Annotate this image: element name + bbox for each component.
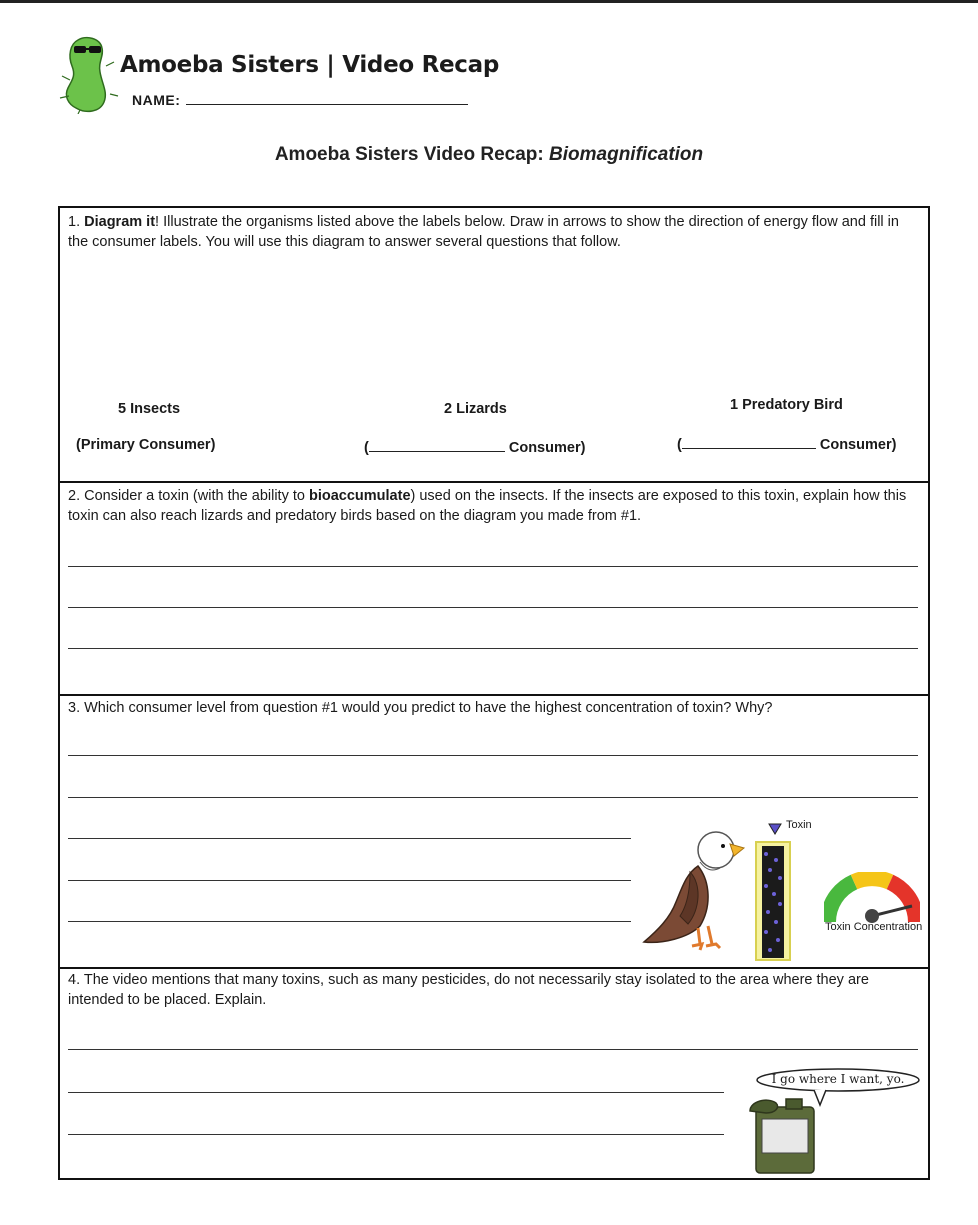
question-2-section xyxy=(60,483,928,696)
consumer-label-bird-close: Consumer) xyxy=(819,437,897,453)
question-2-bold-term: bioaccumulate xyxy=(308,488,411,504)
consumer-label-bird-open: ( xyxy=(677,437,682,453)
organism-label-insects: 5 Insects xyxy=(118,401,181,417)
toxin-gauge-icon xyxy=(824,872,920,928)
consumer-label-primary: (Primary Consumer) xyxy=(76,437,216,453)
answer-line[interactable] xyxy=(68,921,631,922)
question-1-section xyxy=(60,208,928,483)
organism-label-lizards: 2 Lizards xyxy=(444,401,507,417)
answer-line[interactable] xyxy=(68,755,918,756)
answer-line[interactable] xyxy=(68,838,631,839)
consumer-blank-lizards[interactable] xyxy=(369,437,505,452)
eagle-illustration xyxy=(640,826,750,956)
organism-label-bird: 1 Predatory Bird xyxy=(730,397,843,413)
brand-title: Amoeba Sisters | Video Recap xyxy=(120,52,500,78)
question-2-body-start: Consider a toxin (with the ability to xyxy=(84,488,309,504)
question-3-text xyxy=(68,698,914,718)
answer-line[interactable] xyxy=(68,607,918,608)
worksheet-table xyxy=(58,206,930,1180)
toxin-concentration-column xyxy=(752,840,794,962)
answer-line[interactable] xyxy=(68,566,918,567)
pesticide-jug-illustration xyxy=(746,1097,818,1177)
toxin-triangle-icon xyxy=(768,823,782,835)
question-2-text xyxy=(68,486,914,526)
question-4-section xyxy=(60,969,928,1182)
answer-line[interactable] xyxy=(68,797,918,798)
question-4-body: The video mentions that many toxins, such as many pesticides, do not necessarily stay isolated to the area where they are intended to be placed. Explain. xyxy=(68,972,869,1008)
question-2-number: 2. xyxy=(68,488,81,504)
top-border xyxy=(0,0,978,3)
consumer-label-lizards-open: ( xyxy=(364,440,369,456)
question-1-text xyxy=(68,212,914,252)
consumer-label-bird xyxy=(677,434,896,453)
page-title-prefix: Amoeba Sisters Video Recap: xyxy=(274,144,550,165)
question-3-section xyxy=(60,696,928,969)
page-title xyxy=(0,144,978,166)
question-1-number: 1. xyxy=(68,214,81,230)
answer-line[interactable] xyxy=(68,1049,918,1050)
name-input-line[interactable] xyxy=(186,104,468,105)
consumer-label-lizards xyxy=(364,437,585,456)
amoeba-mascot-logo xyxy=(56,36,122,114)
question-3-number: 3. xyxy=(68,700,81,716)
consumer-label-lizards-close: Consumer) xyxy=(508,440,586,456)
speech-bubble-text: I go where I want, yo. xyxy=(771,1072,905,1086)
consumer-blank-bird[interactable] xyxy=(682,434,816,449)
answer-line[interactable] xyxy=(68,880,631,881)
answer-line[interactable] xyxy=(68,648,918,649)
name-label: NAME: xyxy=(132,92,181,108)
question-1-bold-lead: Diagram it xyxy=(84,214,156,230)
toxin-legend-label: Toxin xyxy=(786,819,812,831)
question-3-body: Which consumer level from question #1 would you predict to have the highest concentration of toxin? Why? xyxy=(84,700,773,716)
diagram-drawing-area[interactable] xyxy=(60,256,928,396)
question-4-number: 4. xyxy=(68,972,81,988)
question-4-text xyxy=(68,970,914,1010)
question-2-body-end: ) used on the insects. If the insects are exposed to this toxin, explain how this toxin can also reach lizards and predatory birds based on the diagram you made from #1. xyxy=(68,488,907,524)
gauge-label: Toxin Concentration xyxy=(825,921,923,933)
page-title-topic: Biomagnification xyxy=(549,144,704,165)
answer-line[interactable] xyxy=(68,1134,724,1135)
question-1-body: ! Illustrate the organisms listed above the labels below. Draw in arrows to show the direction of energy flow and fill in the consumer labels. You will use this diagram to answer several questions that follow. xyxy=(68,214,899,250)
answer-line[interactable] xyxy=(68,1092,724,1093)
